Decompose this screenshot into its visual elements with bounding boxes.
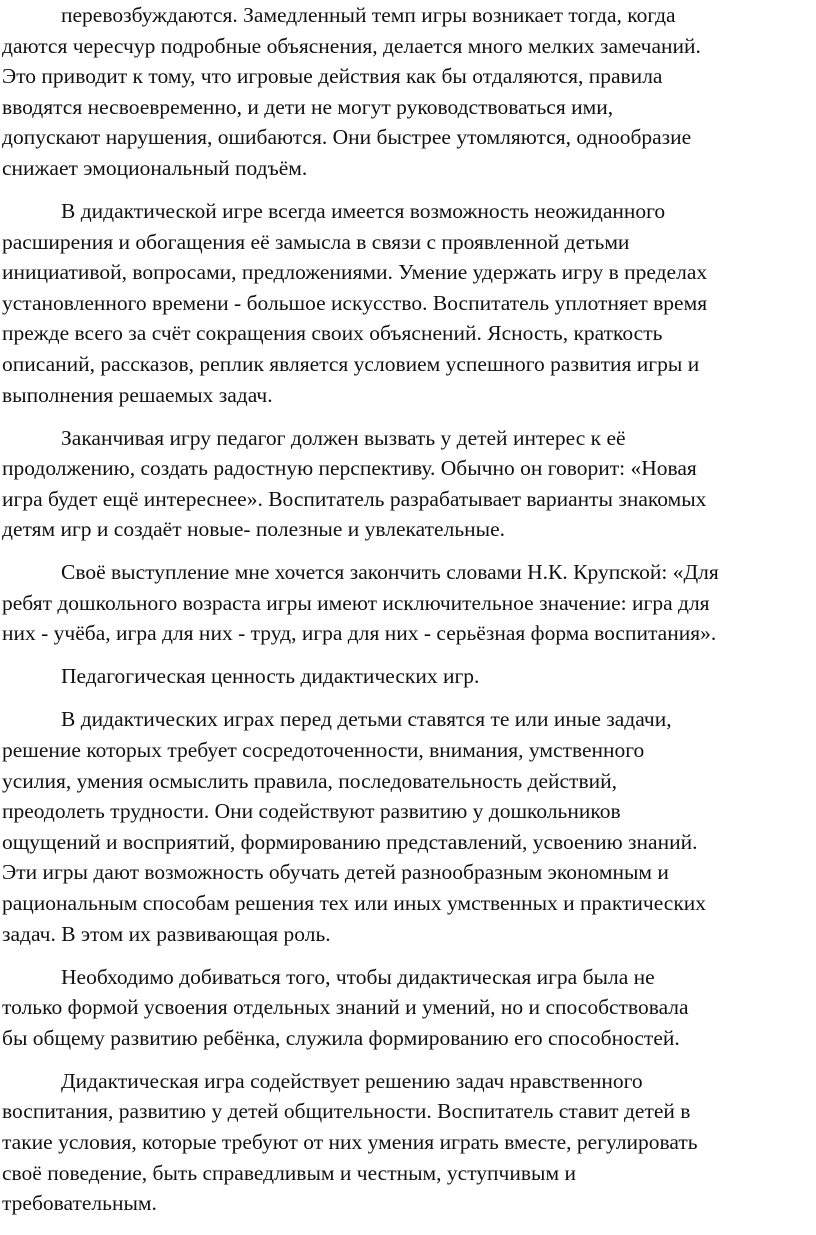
- text-line: расширения и обогащения её замысла в связи с проявленной детьми: [2, 229, 630, 254]
- text-line: вводятся несвоевременно, и дети не могут руководствоваться ими,: [2, 94, 614, 119]
- text-line: детям игр и создаёт новые- полезные и увлекательные.: [2, 517, 506, 542]
- text-line: ребят дошкольного возраста игры имеют исключительное значение: игра для: [2, 590, 710, 615]
- text-line: Заканчивая игру педагог должен вызвать у детей интерес к её: [61, 425, 626, 450]
- paragraph-7: [2, 962, 814, 1054]
- text-line: Это приводит к тому, что игровые действия как бы отдаляются, правила: [2, 64, 663, 89]
- text-line: установленного времени - большое искусство. Воспитатель уплотняет время: [2, 290, 708, 315]
- text-line: рациональным способам решения тех или иных умственных и практических: [2, 890, 707, 915]
- text-line: описаний, рассказов, реплик является условием успешного развития игры и: [2, 351, 700, 376]
- text-line: воспитания, развитию у детей общительности. Воспитатель ставит детей в: [2, 1099, 691, 1124]
- text-line: В дидактической игре всегда имеется возможность неожиданного: [61, 198, 666, 223]
- text-line: перевозбуждаются. Замедленный темп игры возникает тогда, когда: [61, 3, 676, 27]
- text-line: игра будет ещё интереснее». Воспитатель разрабатывает варианты знакомых: [2, 486, 707, 511]
- text-line: допускают нарушения, ошибаются. Они быстрее утомляются, однообразие: [2, 125, 692, 150]
- text-line: прежде всего за счёт сокращения своих объяснений. Ясность, краткость: [2, 321, 663, 346]
- text-line: такие условия, которые требуют от них умения играть вместе, регулировать: [2, 1129, 698, 1154]
- section-heading: [2, 661, 814, 692]
- text-line: даются чересчур подробные объяснения, делается много мелких замечаний.: [2, 33, 701, 58]
- text-line: бы общему развитию ребёнка, служила формированию его способностей.: [2, 1025, 680, 1050]
- text-line: своё поведение, быть справедливым и честным, уступчивым и: [2, 1160, 576, 1185]
- text-line: преодолеть трудности. Они содействуют развитию у дошкольников: [2, 799, 621, 824]
- paragraph-8: [2, 1066, 814, 1219]
- text-line: выполнения решаемых задач.: [2, 382, 273, 407]
- text-line: инициативой, вопросами, предложениями. Умение удержать игру в пределах: [2, 260, 708, 285]
- paragraph-3: [2, 423, 814, 545]
- text-line: усилия, умения осмыслить правила, последовательность действий,: [2, 768, 617, 793]
- text-line: задач. В этом их развивающая роль.: [2, 921, 331, 946]
- text-line: Эти игры дают возможность обучать детей разнообразным экономным и: [2, 860, 669, 885]
- text-line: ощущений и восприятий, формированию представлений, усвоению знаний.: [2, 829, 698, 854]
- paragraph-4: [2, 557, 814, 649]
- text-line: них - учёба, игра для них - труд, игра для них - серьёзная форма воспитания».: [2, 621, 717, 646]
- text-line: решение которых требует сосредоточенности, внимания, умственного: [2, 738, 645, 763]
- paragraph-2: [2, 196, 814, 410]
- paragraph-6: [2, 704, 814, 949]
- text-line: Педагогическая ценность дидактических игр.: [61, 664, 480, 689]
- text-line: требовательным.: [2, 1191, 157, 1216]
- text-line: В дидактических играх перед детьми ставятся те или иные задачи,: [61, 707, 672, 732]
- paragraph-1: [2, 0, 814, 184]
- text-line: Необходимо добиваться того, чтобы дидактическая игра была не: [61, 964, 655, 989]
- text-line: продолжению, создать радостную перспективу. Обычно он говорит: «Новая: [2, 456, 697, 481]
- text-line: снижает эмоциональный подъём.: [2, 155, 308, 180]
- text-line: Дидактическая игра содействует решению задач нравственного: [61, 1068, 643, 1093]
- text-line: Своё выступление мне хочется закончить словами Н.К. Крупской: «Для: [61, 560, 719, 585]
- text-line: только формой усвоения отдельных знаний и умений, но и способствовала: [2, 995, 689, 1020]
